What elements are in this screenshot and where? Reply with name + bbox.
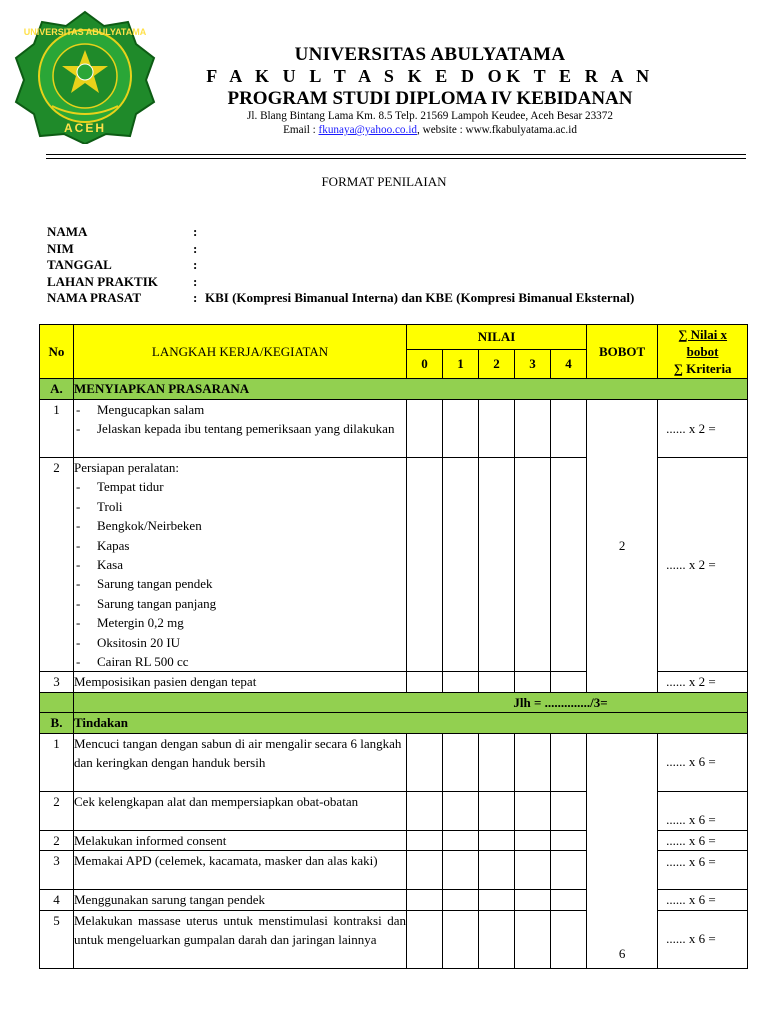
score-cell[interactable] bbox=[443, 851, 479, 890]
header-bobot: BOBOT bbox=[587, 325, 658, 379]
score-cell[interactable] bbox=[515, 791, 551, 830]
subtotal-row bbox=[40, 692, 748, 712]
header-no: No bbox=[40, 325, 74, 379]
table-row: 5 Melakukan massase uterus untuk menstimulasi kontraksi dan untuk mengeluarkan gumpalan darah dan jaringan lainnya ...... x 6 = bbox=[40, 910, 748, 968]
score-cell[interactable] bbox=[551, 672, 587, 692]
score-cell[interactable] bbox=[551, 458, 587, 672]
table-row: 1 Mencuci tangan dengan sabun di air mengalir secara 6 langkah dan keringkan dengan handuk bersih 6 ...... x 6 = bbox=[40, 733, 748, 791]
result-cell: ...... x 6 = bbox=[658, 910, 748, 968]
header-score-3: 3 bbox=[515, 350, 551, 379]
score-cell[interactable] bbox=[407, 830, 443, 850]
assessment-table bbox=[39, 324, 748, 969]
score-cell[interactable] bbox=[479, 910, 515, 968]
header-langkah: LANGKAH KERJA/KEGIATAN bbox=[74, 325, 407, 379]
result-cell: ...... x 6 = bbox=[658, 733, 748, 791]
header-score-0: 0 bbox=[407, 350, 443, 379]
score-cell[interactable] bbox=[407, 400, 443, 458]
logo-text-bottom: ACEH bbox=[63, 121, 107, 135]
result-cell: ...... x 2 = bbox=[658, 400, 748, 458]
table-row: 3 Memposisikan pasien dengan tepat ...... x 2 = bbox=[40, 672, 748, 692]
score-cell[interactable] bbox=[551, 830, 587, 850]
score-cell[interactable] bbox=[407, 851, 443, 890]
score-cell[interactable] bbox=[407, 791, 443, 830]
score-cell[interactable] bbox=[551, 400, 587, 458]
header-rumus: ∑ Nilai x bobot ∑ Kriteria bbox=[658, 325, 748, 379]
score-cell[interactable] bbox=[515, 910, 551, 968]
header-score-1: 1 bbox=[443, 350, 479, 379]
bobot-b: 6 bbox=[587, 733, 658, 968]
score-cell[interactable] bbox=[443, 890, 479, 910]
score-cell[interactable] bbox=[443, 830, 479, 850]
field-nama: NAMA : bbox=[47, 224, 198, 239]
field-nim: NIM : bbox=[47, 240, 198, 256]
table-row: 2 Persiapan peralatan: - Tempat tidur - Troli - Bengkok/Neirbeken - Kapas - Kasa - Sarung tangan pendek - Sarung tangan panjang - Metergin 0,2 mg - Oksitosin 20 IU - Cairan RL 500 cc ...... x 2 = bbox=[40, 458, 748, 672]
table-row: 4 Menggunakan sarung tangan pendek ...... x 6 = bbox=[40, 890, 748, 910]
score-cell[interactable] bbox=[407, 733, 443, 791]
university-logo bbox=[12, 10, 158, 144]
email-link[interactable]: fkunaya@yahoo.co.id bbox=[318, 124, 418, 136]
score-cell[interactable] bbox=[479, 458, 515, 672]
logo-text-top: UNIVERSITAS ABULYATAMA bbox=[23, 27, 147, 37]
score-cell[interactable] bbox=[479, 791, 515, 830]
website: , website : www.fkabulyatama.ac.id bbox=[417, 124, 577, 136]
score-cell[interactable] bbox=[443, 791, 479, 830]
score-cell[interactable] bbox=[479, 672, 515, 692]
score-cell[interactable] bbox=[551, 733, 587, 791]
score-cell[interactable] bbox=[551, 890, 587, 910]
field-tanggal: TANGGAL : bbox=[47, 257, 198, 272]
result-cell: ...... x 6 = bbox=[658, 890, 748, 910]
score-cell[interactable] bbox=[407, 890, 443, 910]
score-cell[interactable] bbox=[407, 910, 443, 968]
result-cell: ...... x 6 = bbox=[658, 791, 748, 830]
header-nilai: NILAI bbox=[407, 325, 587, 350]
section-b-row bbox=[40, 713, 748, 733]
header-rule-top bbox=[46, 154, 746, 155]
subtotal-a: Jlh = ............../3= bbox=[74, 692, 748, 712]
contact-line bbox=[160, 124, 700, 136]
score-cell[interactable] bbox=[551, 910, 587, 968]
table-row: 2 Cek kelengkapan alat dan mempersiapkan obat-obatan ...... x 6 = bbox=[40, 791, 748, 830]
score-cell[interactable] bbox=[479, 400, 515, 458]
score-cell[interactable] bbox=[407, 672, 443, 692]
score-cell[interactable] bbox=[551, 851, 587, 890]
field-nama-prasat: NAMA PRASAT : KBI (Kompresi Bimanual Interna) dan KBE (Kompresi Bimanual Eksternal) bbox=[47, 290, 635, 305]
score-cell[interactable] bbox=[515, 830, 551, 850]
score-cell[interactable] bbox=[515, 672, 551, 692]
section-a-code: A. bbox=[40, 379, 74, 400]
score-cell[interactable] bbox=[515, 890, 551, 910]
section-b-code: B. bbox=[40, 713, 74, 733]
identity-fields bbox=[47, 224, 634, 307]
result-cell: ...... x 6 = bbox=[658, 851, 748, 890]
score-cell[interactable] bbox=[551, 791, 587, 830]
table-row: 3 Memakai APD (celemek, kacamata, masker dan alas kaki) ...... x 6 = bbox=[40, 851, 748, 890]
score-cell[interactable] bbox=[443, 458, 479, 672]
score-cell[interactable] bbox=[479, 890, 515, 910]
result-cell: ...... x 6 = bbox=[658, 830, 748, 850]
score-cell[interactable] bbox=[479, 733, 515, 791]
result-cell: ...... x 2 = bbox=[658, 458, 748, 672]
score-cell[interactable] bbox=[515, 733, 551, 791]
score-cell[interactable] bbox=[479, 851, 515, 890]
section-a-row bbox=[40, 379, 748, 400]
header-score-4: 4 bbox=[551, 350, 587, 379]
email-label: Email : bbox=[283, 124, 319, 136]
result-cell: ...... x 2 = bbox=[658, 672, 748, 692]
table-row: 2 Melakukan informed consent ...... x 6 = bbox=[40, 830, 748, 850]
table-row: 1 - Mengucapkan salam - Jelaskan kepada ibu tentang pemeriksaan yang dilakukan 2 ...... x 2 = bbox=[40, 400, 748, 458]
score-cell[interactable] bbox=[515, 400, 551, 458]
score-cell[interactable] bbox=[443, 672, 479, 692]
document-title: FORMAT PENILAIAN bbox=[321, 174, 447, 189]
header-rule-bottom bbox=[46, 158, 746, 159]
bobot-a: 2 bbox=[587, 400, 658, 693]
score-cell[interactable] bbox=[443, 400, 479, 458]
score-cell[interactable] bbox=[407, 458, 443, 672]
score-cell[interactable] bbox=[515, 458, 551, 672]
program-name: PROGRAM STUDI DIPLOMA IV KEBIDANAN bbox=[227, 88, 633, 109]
field-lahan-praktik: LAHAN PRAKTIK : bbox=[47, 273, 198, 289]
faculty-name: F A K U L T A S K E D OK T E R A N bbox=[206, 66, 654, 86]
section-b-title: Tindakan bbox=[74, 713, 748, 733]
section-a-title: MENYIAPKAN PRASARANA bbox=[74, 379, 748, 400]
score-cell[interactable] bbox=[515, 851, 551, 890]
university-name: UNIVERSITAS ABULYATAMA bbox=[294, 44, 566, 65]
address: Jl. Blang Bintang Lama Km. 8.5 Telp. 21569 Lampoh Keudee, Aceh Besar 23372 bbox=[247, 110, 613, 122]
score-cell[interactable] bbox=[479, 830, 515, 850]
header-score-2: 2 bbox=[479, 350, 515, 379]
score-cell[interactable] bbox=[443, 910, 479, 968]
score-cell[interactable] bbox=[443, 733, 479, 791]
